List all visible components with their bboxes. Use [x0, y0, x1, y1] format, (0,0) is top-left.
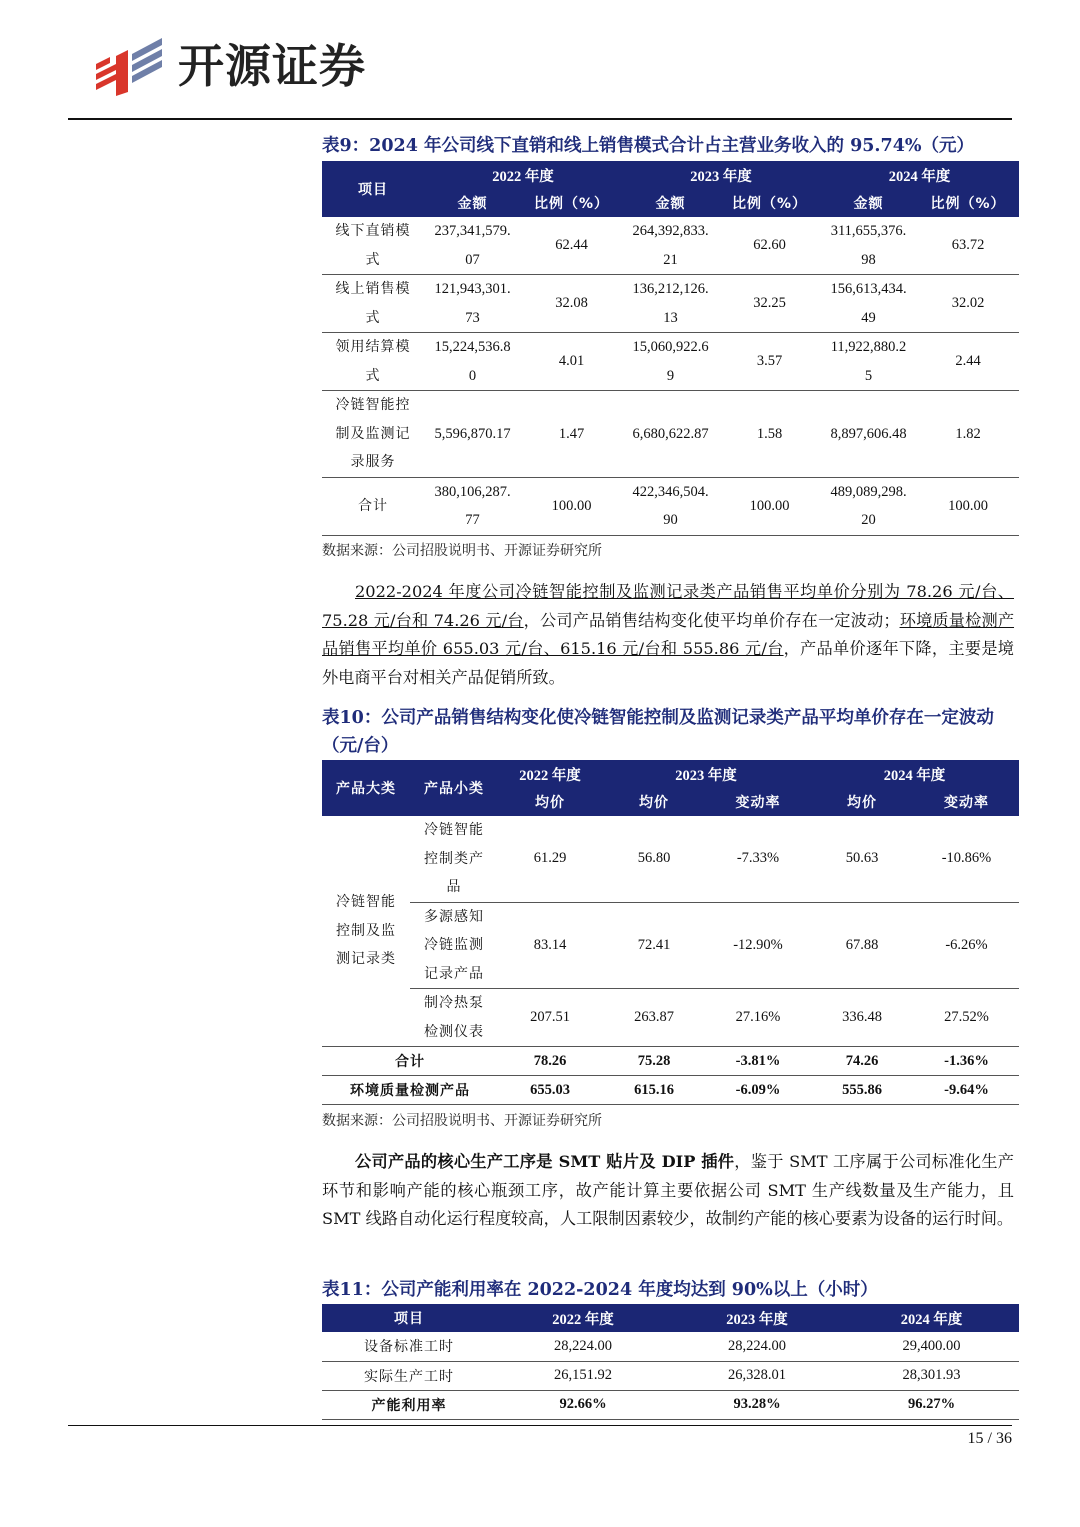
- table11-value: 26,151.92: [496, 1361, 670, 1390]
- table11-header-year: 2023 年度: [670, 1304, 844, 1332]
- table10-header-subcategory: 产品小类: [410, 760, 498, 816]
- page-number: 15 / 36: [967, 1430, 1012, 1447]
- paragraph-capacity-bold: 公司产品的核心生产工序是 SMT 贴片及 DIP 插件: [355, 1152, 735, 1171]
- table10-avg-price: 655.03: [498, 1076, 602, 1105]
- table11-value: 28,224.00: [670, 1332, 844, 1361]
- table9-item-name: 线上销售模 式: [322, 275, 424, 333]
- table10-change: -6.26%: [914, 902, 1019, 989]
- table9-amount: 489,089,298. 20: [820, 477, 917, 535]
- table9-header-ratio: 比例（%）: [521, 189, 622, 217]
- table10-row-label: 环境质量检测产品: [322, 1076, 498, 1105]
- table9-ratio: 3.57: [719, 333, 820, 391]
- paragraph-price-text-1: ，公司产品销售结构变化使平均单价存在一定波动；: [523, 610, 900, 630]
- table9-header-ratio: 比例（%）: [917, 189, 1019, 217]
- table10-header-change: 变动率: [706, 788, 810, 816]
- paragraph-price-underlined-1: 2022-2024 年度公司冷链智能控制及监测记录类产品销售平均单价分别为 78.26 元/台、75.28 元/台和 74.26 元/台: [322, 582, 1014, 630]
- table10-avg-price: 615.16: [602, 1076, 706, 1105]
- table9-amount: 6,680,622.87: [622, 391, 719, 478]
- paragraph-price: [322, 578, 1014, 692]
- table11-value: 28,224.00: [496, 1332, 670, 1361]
- table10-change: 27.16%: [706, 989, 810, 1047]
- table11-caption: 表11：公司产能利用率在 2022-2024 年度均达到 90%以上（小时）: [322, 1280, 878, 1300]
- table10-env-row: [322, 1076, 1019, 1105]
- table10-avg-price: 56.80: [602, 816, 706, 902]
- brand-mark-icon: [88, 34, 168, 96]
- table9-row: [322, 477, 1019, 535]
- table9-item-name: 线下直销模 式: [322, 217, 424, 275]
- table10-avg-price: 75.28: [602, 1047, 706, 1076]
- table10-avg-price: 263.87: [602, 989, 706, 1047]
- footer-rule: [68, 1425, 1012, 1426]
- table11-value: 28,301.93: [844, 1361, 1019, 1390]
- table10-change: -1.36%: [914, 1047, 1019, 1076]
- table9-ratio: 100.00: [917, 477, 1019, 535]
- table9-amount: 5,596,870.17: [424, 391, 521, 478]
- table11-value: 96.27%: [844, 1390, 1019, 1419]
- table11-row: [322, 1332, 1019, 1361]
- table9-amount: 15,060,922.6 9: [622, 333, 719, 391]
- table9-amount: 136,212,126. 13: [622, 275, 719, 333]
- table10-caption: 表10：公司产品销售结构变化使冷链智能控制及监测记录类产品平均单价存在一定波动（元/台）: [322, 708, 994, 756]
- table10-avg-price: 336.48: [810, 989, 914, 1047]
- brand-logo: [88, 34, 418, 102]
- table11-value: 93.28%: [670, 1390, 844, 1419]
- table11-value: 26,328.01: [670, 1361, 844, 1390]
- table10-row: [322, 816, 1019, 902]
- table10: [322, 760, 1019, 1105]
- table9-header-amount: 金额: [622, 189, 719, 217]
- table9-ratio: 100.00: [719, 477, 820, 535]
- table9-item-name: 冷链智能控 制及监测记 录服务: [322, 391, 424, 478]
- table10-row: [322, 902, 1019, 989]
- table9-row: [322, 391, 1019, 478]
- paragraph-price-underlined-2: 环境质量检测产品销售平均单价 655.03 元/台、615.16 元/台和 555.86 元/台: [322, 610, 1015, 658]
- table9-ratio: 4.01: [521, 333, 622, 391]
- table11-header-year: 2024 年度: [844, 1304, 1019, 1332]
- table11-header-year: 2022 年度: [496, 1304, 670, 1332]
- table10-header-change: 变动率: [914, 788, 1019, 816]
- table11-value: 29,400.00: [844, 1332, 1019, 1361]
- table9-amount: 422,346,504. 90: [622, 477, 719, 535]
- table9-header-item: 项目: [322, 161, 424, 217]
- table9-amount: 8,897,606.48: [820, 391, 917, 478]
- table9-amount: 237,341,579. 07: [424, 217, 521, 275]
- table9-ratio: 1.47: [521, 391, 622, 478]
- table10-subcategory: 多源感知 冷链监测 记录产品: [410, 902, 498, 989]
- table9-ratio: 32.02: [917, 275, 1019, 333]
- table10-row: [322, 989, 1019, 1047]
- table9-row: [322, 275, 1019, 333]
- table11-item-name: 设备标准工时: [322, 1332, 496, 1361]
- table9-amount: 311,655,376. 98: [820, 217, 917, 275]
- header-rule: [68, 118, 1012, 120]
- table9-header-amount: 金额: [820, 189, 917, 217]
- table9-amount: 121,943,301. 73: [424, 275, 521, 333]
- table9: [322, 161, 1019, 536]
- table11-utilization-row: [322, 1390, 1019, 1419]
- table9-amount: 15,224,536.8 0: [424, 333, 521, 391]
- table9-source: 数据来源：公司招股说明书、开源证券研究所: [322, 543, 602, 559]
- table10-avg-price: 74.26: [810, 1047, 914, 1076]
- table10-avg-price: 78.26: [498, 1047, 602, 1076]
- table10-avg-price: 555.86: [810, 1076, 914, 1105]
- table11: [322, 1304, 1019, 1420]
- table9-amount: 11,922,880.2 5: [820, 333, 917, 391]
- table9-header-ratio: 比例（%）: [719, 189, 820, 217]
- table10-change: -3.81%: [706, 1047, 810, 1076]
- table9-header-year: 2024 年度: [820, 161, 1019, 189]
- table10-avg-price: 72.41: [602, 902, 706, 989]
- table9-header-year: 2023 年度: [622, 161, 820, 189]
- table9-ratio: 32.25: [719, 275, 820, 333]
- table9-ratio: 62.60: [719, 217, 820, 275]
- table9-header-year: 2022 年度: [424, 161, 622, 189]
- table9-row: [322, 217, 1019, 275]
- table9-ratio: 1.82: [917, 391, 1019, 478]
- table9-ratio: 100.00: [521, 477, 622, 535]
- table11-item-name: 产能利用率: [322, 1390, 496, 1419]
- table10-header-avg: 均价: [498, 788, 602, 816]
- table10-subcategory: 制冷热泵 检测仪表: [410, 989, 498, 1047]
- table9-item-name: 领用结算模 式: [322, 333, 424, 391]
- table10-header-year: 2024 年度: [810, 760, 1019, 788]
- table10-avg-price: 67.88: [810, 902, 914, 989]
- table10-avg-price: 83.14: [498, 902, 602, 989]
- table10-header-avg: 均价: [810, 788, 914, 816]
- table10-change: 27.52%: [914, 989, 1019, 1047]
- paragraph-price-text-2: ，产品单价逐年下降，主要是境外电商平台对相关产品促销所致。: [322, 639, 1014, 687]
- table10-avg-price: 207.51: [498, 989, 602, 1047]
- table11-item-name: 实际生产工时: [322, 1361, 496, 1390]
- table10-header-year: 2023 年度: [602, 760, 810, 788]
- table10-header-avg: 均价: [602, 788, 706, 816]
- table10-source: 数据来源：公司招股说明书、开源证券研究所: [322, 1113, 602, 1129]
- table10-header-category: 产品大类: [322, 760, 410, 816]
- table10-change: -6.09%: [706, 1076, 810, 1105]
- table9-ratio: 62.44: [521, 217, 622, 275]
- table10-avg-price: 50.63: [810, 816, 914, 902]
- paragraph-capacity: [322, 1148, 1014, 1234]
- table10-change: -10.86%: [914, 816, 1019, 902]
- table11-header-item: 项目: [322, 1304, 496, 1332]
- table9-row: [322, 333, 1019, 391]
- table9-amount: 156,613,434. 49: [820, 275, 917, 333]
- table10-header-year: 2022 年度: [498, 760, 602, 788]
- table10-change: -7.33%: [706, 816, 810, 902]
- table9-amount: 380,106,287. 77: [424, 477, 521, 535]
- table10-total-row: [322, 1047, 1019, 1076]
- table10-category: 冷链智能 控制及监 测记录类: [322, 816, 410, 1047]
- paragraph-capacity-text: ，鉴于 SMT 工序属于公司标准化生产环节和影响产能的核心瓶颈工序，故产能计算主要依据公司 SMT 生产线数量及生产能力，且 SMT 线路自动化运行程度较高，人工限制因素较少，故制约产能的核心要素为设备的运行时间。: [322, 1152, 1014, 1228]
- table10-change: -12.90%: [706, 902, 810, 989]
- table9-item-name: 合计: [322, 477, 424, 535]
- table9-ratio: 1.58: [719, 391, 820, 478]
- table10-row-label: 合计: [322, 1047, 498, 1076]
- table9-header-amount: 金额: [424, 189, 521, 217]
- table10-subcategory: 冷链智能 控制类产 品: [410, 816, 498, 902]
- table11-value: 92.66%: [496, 1390, 670, 1419]
- table9-amount: 264,392,833. 21: [622, 217, 719, 275]
- brand-name: 开源证券: [178, 39, 366, 93]
- table10-avg-price: 61.29: [498, 816, 602, 902]
- table11-row: [322, 1361, 1019, 1390]
- table9-ratio: 32.08: [521, 275, 622, 333]
- table9-ratio: 2.44: [917, 333, 1019, 391]
- table9-ratio: 63.72: [917, 217, 1019, 275]
- table10-change: -9.64%: [914, 1076, 1019, 1105]
- table9-caption: 表9：2024 年公司线下直销和线上销售模式合计占主营业务收入的 95.74%（元）: [322, 136, 974, 156]
